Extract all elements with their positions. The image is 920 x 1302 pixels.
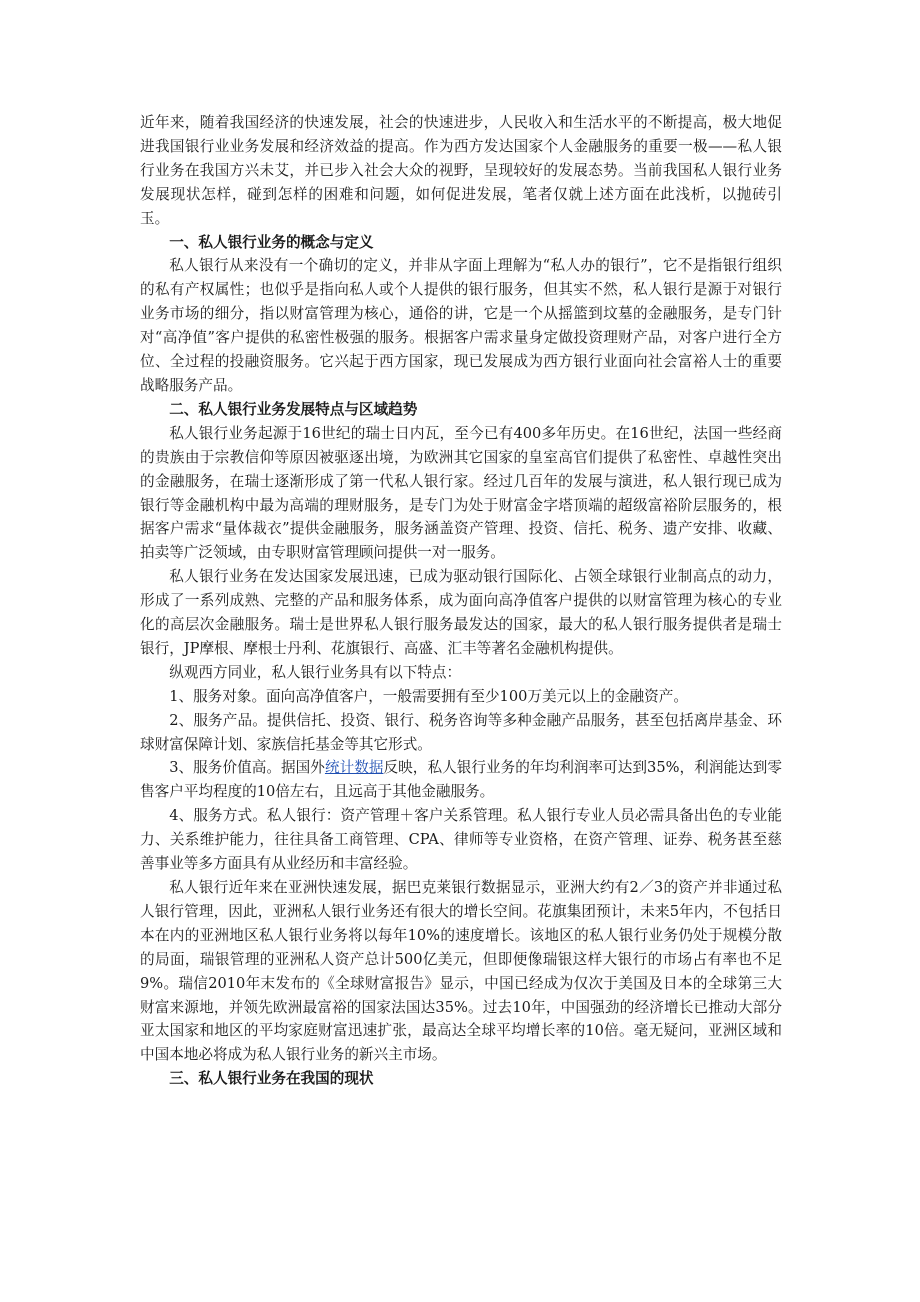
developed-countries-paragraph: 私人银行业务在发达国家发展迅速，已成为驱动银行国际化、占领全球银行业制高点的动力，形成了一系列成熟、完整的产品和服务体系，成为面向高净值客户提供的以财富管理为核心的专业化的高层次金融服务。瑞士是世界私人银行服务最发达的国家，最大的私人银行服务提供者是瑞士银行，JP摩根、摩根士丹利、花旗银行、高盛、汇丰等著名金融机构提供。 bbox=[140, 568, 782, 657]
feature-item-4: 4、服务方式。私人银行：资产管理＋客户关系管理。私人银行专业人员必需具备出色的专业能力、关系维护能力，往往具备工商管理、CPA、律师等专业资格，在资产管理、证券、税务甚至慈善事业等多方面具有从业经历和丰富经验。 bbox=[140, 807, 782, 873]
intro-paragraph: 近年来，随着我国经济的快速发展，社会的快速进步，人民收入和生活水平的不断提高，极大地促进我国银行业业务发展和经济效益的提高。作为西方发达国家个人金融服务的重要一极——私人银行业务在我国方兴未艾，并已步入社会大众的视野，呈现较好的发展态势。当前我国私人银行业务发展现状怎样，碰到怎样的困难和问题，如何促进发展，笔者仅就上述方面在此浅析，以抛砖引玉。 bbox=[140, 114, 782, 227]
section-1-paragraph: 私人银行从来没有一个确切的定义，并非从字面上理解为“私人办的银行”，它不是指银行组织的私有产权属性；也似乎是指向私人或个人提供的银行服务，但其实不然，私人银行是源于对银行业务市场的细分，指以财富管理为核心，通俗的讲，它是一个从摇篮到坟墓的金融服务，是专门针对“高净值”客户提供的私密性极强的服务。根据客户需求量身定做投资理财产品，对客户进行全方位、全过程的投融资服务。它兴起于西方国家，现已发展成为西方银行业面向社会富裕人士的重要战略服务产品。 bbox=[140, 257, 782, 394]
feature-item-1: 1、服务对象。面向高净值客户，一般需要拥有至少100万美元以上的金融资产。 bbox=[169, 687, 688, 705]
statistics-link[interactable]: 统计数据 bbox=[324, 759, 384, 777]
feature-item-3-post: 反映，私人银行业务的年均利润率可达到35%，利润能达到零售客户平均程度的10倍左右，且远高于其他金融服务。 bbox=[140, 759, 782, 801]
feature-item-2: 2、服务产品。提供信托、投资、银行、税务咨询等多种金融产品服务，甚至包括离岸基金、环球财富保障计划、家族信托基金等其它形式。 bbox=[140, 711, 782, 753]
section-2-heading: 二、私人银行业务发展特点与区域趋势 bbox=[169, 400, 418, 418]
section-3-heading: 三、私人银行业务在我国的现状 bbox=[169, 1070, 374, 1088]
feature-item-3 bbox=[140, 756, 782, 804]
asia-paragraph: 私人银行近年来在亚洲快速发展，据巴克莱银行数据显示，亚洲大约有2／3的资产并非通过私人银行管理，因此，亚洲私人银行业务还有很大的增长空间。花旗集团预计，未来5年内，不包括日本在内的亚洲地区私人银行业务将以每年10%的速度增长。该地区的私人银行业务仍处于规模分散的局面，瑞银管理的亚洲私人资产总计500亿美元，但即便像瑞银这样大银行的市场占有率也不足9%。瑞信2010年末发布的《全球财富报告》显示，中国已经成为仅次于美国及日本的全球第三大财富来源地，并领先欧洲最富裕的国家法国达35%。过去10年，中国强劲的经济增长已推动大部分亚太国家和地区的平均家庭财富迅速扩张，最高达全球平均增长率的10倍。毫无疑问，亚洲区域和中国本地必将成为私人银行业务的新兴主市场。 bbox=[140, 879, 782, 1064]
document-body bbox=[140, 111, 782, 1091]
features-intro: 纵观西方同业，私人银行业务具有以下特点： bbox=[169, 663, 462, 681]
feature-item-3-pre: 3、服务价值高。据国外 bbox=[169, 759, 325, 777]
history-paragraph: 私人银行业务起源于16世纪的瑞士日内瓦，至今已有400多年历史。在16世纪，法国一些经商的贵族由于宗教信仰等原因被驱逐出境，为欧洲其它国家的皇室高官们提供了私密性、卓越性突出的金融服务，在瑞士逐渐形成了第一代私人银行家。经过几百年的发展与演进，私人银行现已成为银行等金融机构中最为高端的理财服务，是专门为处于财富金字塔顶端的超级富裕阶层服务的，根据客户需求“量体裁衣”提供金融服务，服务涵盖资产管理、投资、信托、税务、遗产安排、收藏、拍卖等广泛领域，由专职财富管理顾问提供一对一服务。 bbox=[140, 424, 782, 562]
section-1-heading: 一、私人银行业务的概念与定义 bbox=[169, 233, 374, 251]
